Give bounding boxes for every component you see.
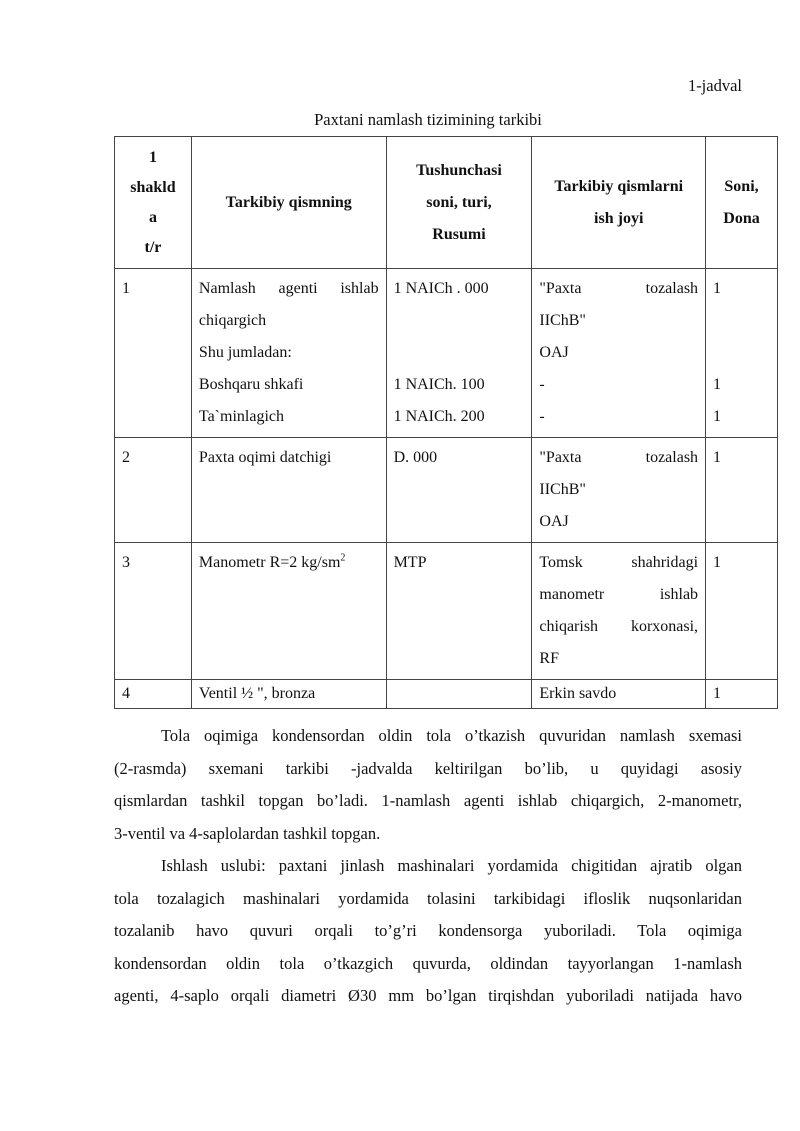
row-component: Paxta oqimi datchigi [191, 438, 386, 543]
header-type: Tushunchasi soni, turi, Rusumi [386, 137, 532, 269]
row-workplace: "Paxta tozalash IIChB" OAJ - - [532, 269, 706, 438]
row-number: 3 [115, 543, 192, 680]
row-component: Namlash agenti ishlab chiqargich Shu jumladan: Boshqaru shkafi Ta`minlagich [191, 269, 386, 438]
row-number: 4 [115, 680, 192, 709]
row-type: MTP [386, 543, 532, 680]
row-component: Ventil ½ ", bronza [191, 680, 386, 709]
table-row [115, 438, 778, 543]
paragraph-working-method: Ishlash uslubi: paxtani jinlash mashinalari yordamida chigitidan ajratib olgan tola tozalagich mashinalari yordamida tolasini tarkibidagi ifloslik nuqsonlaridan tozalanib havo quvuri orqali to’g’ri kondensorga yuboriladi. Tola oqimiga kondensordan oldin tola o’tkazgich quvurda, oldindan tayyorlangan 1-namlash agenti, 4-saplo orqali diametri Ø30 mm bo’lgan tirqishdan yuboriladi natijada havo [114, 856, 742, 1005]
row-type [386, 680, 532, 709]
row-count: 1 [706, 438, 778, 543]
row-number: 2 [115, 438, 192, 543]
components-table [114, 136, 778, 709]
row-workplace: Tomsk shahridagi manometr ishlab chiqarish korxonasi, RF [532, 543, 706, 680]
table-title: Paxtani namlash tizimining tarkibi [314, 110, 542, 129]
row-workplace: "Paxta tozalash IIChB" OAJ [532, 438, 706, 543]
table-number: 1-jadval [687, 76, 742, 95]
table-row [115, 269, 778, 438]
row-count: 1 [706, 680, 778, 709]
row-count: 1 1 1 [706, 269, 778, 438]
row-component: Manometr R=2 $kg/sm^2$ [191, 543, 386, 680]
row-workplace: Erkin savdo [532, 680, 706, 709]
header-count: Soni, Dona [706, 137, 778, 269]
row-number: 1 [115, 269, 192, 438]
paragraph-scheme: Tola oqimiga kondensordan oldin tola o’tkazish quvuridan namlash sxemasi (2-rasmda) sxemani tarkibi -jadvalda keltirilgan bo’lib, u quyidagi asosiy qismlardan tashkil topgan bo’ladi. 1-namlash agenti ishlab chiqargich, 2-manometr, 3-ventil va 4-saplolardan tashkil topgan. [114, 726, 742, 843]
row-count: 1 [706, 543, 778, 680]
table-header-row [115, 137, 778, 269]
header-workplace: Tarkibiy qismlarni ish joyi [532, 137, 706, 269]
row-type: 1 NAICh . 000 1 NAICh. 100 1 NAICh. 200 [386, 269, 532, 438]
table-row [115, 680, 778, 709]
header-component: Tarkibiy qismning [191, 137, 386, 269]
header-number: 1 shakld a t/r [115, 137, 192, 269]
table-row [115, 543, 778, 680]
row-type: D. 000 [386, 438, 532, 543]
